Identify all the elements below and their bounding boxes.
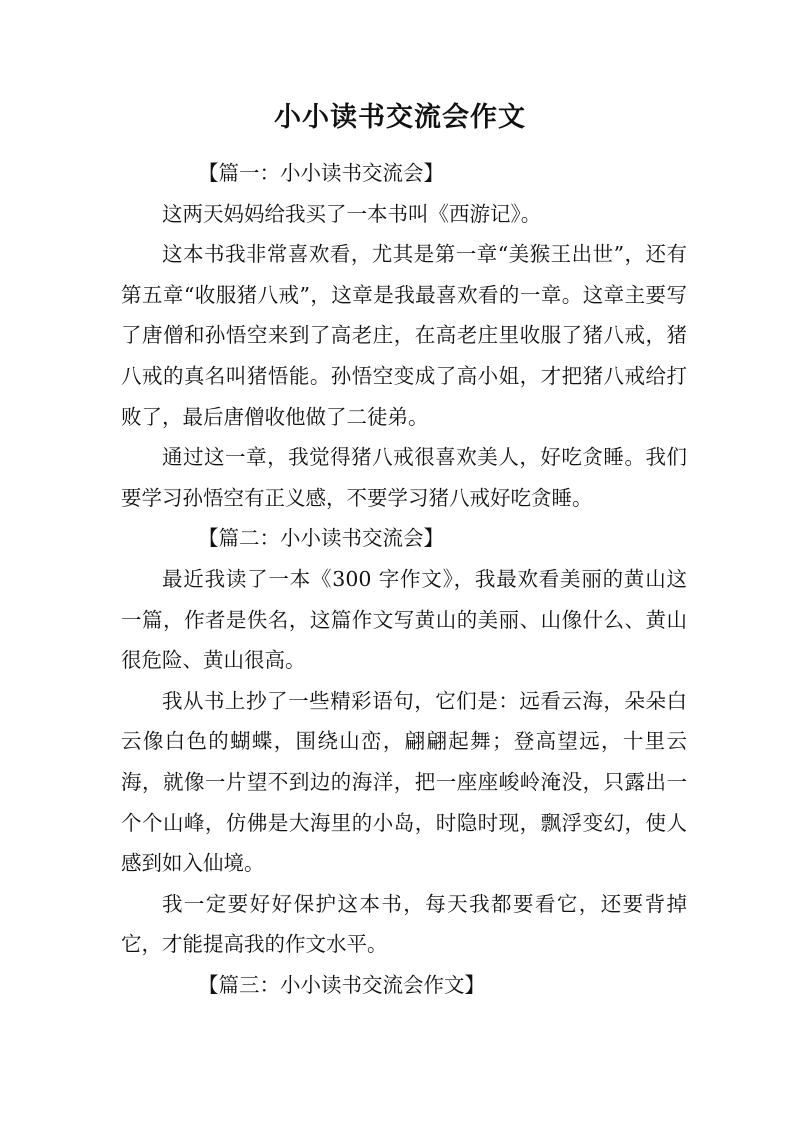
- section-heading-3: 【篇三：小小读书交流会作文】: [198, 972, 485, 997]
- paragraph: 我从书上抄了一些精彩语句，它们是：远看云海，朵朵白云像白色的蝴蝶，围绕山峦，翩翩起舞；登高望远，十里云海，就像一片望不到边的海洋，把一座座峻岭淹没，只露出一个个山峰，仿佛是大海里的小岛，时隐时现，飘浮变幻，使人感到如入仙境。: [121, 688, 687, 876]
- paragraph: 通过这一章，我觉得猪八戒很喜欢美人，好吃贪睡。我们要学习孙悟空有正义感，不要学习猪八戒好吃贪睡。: [121, 445, 687, 510]
- paragraph: 我一定要好好保护这本书，每天我都要看它，还要背掉它，才能提高我的作文水平。: [121, 891, 687, 957]
- section-heading-1: 【篇一：小小读书交流会】: [198, 161, 444, 185]
- paragraph: 最近我读了一本《300 字作文》，我最欢看美丽的黄山这一篇，作者是佚名，这篇作文写黄山的美丽、山像什么、黄山很危险、黄山很高。: [121, 566, 687, 673]
- section-heading-2: 【篇二：小小读书交流会】: [198, 526, 444, 551]
- paragraph: 这本书我非常喜欢看，尤其是第一章“美猴王出世”，还有第五章“收服猪八戒”，这章是我最喜欢看的一章。这章主要写了唐僧和孙悟空来到了高老庄，在高老庄里收服了猪八戒，猪八戒的真名叫猪悟能。孙悟空变成了高小姐，才把猪八戒给打败了，最后唐僧收他做了二徒弟。: [121, 242, 687, 429]
- paragraph: 这两天妈妈给我买了一本书叫《西游记》。: [162, 201, 542, 226]
- document-body: [121, 153, 687, 1005]
- document-title: 小小读书交流会作文: [274, 102, 526, 133]
